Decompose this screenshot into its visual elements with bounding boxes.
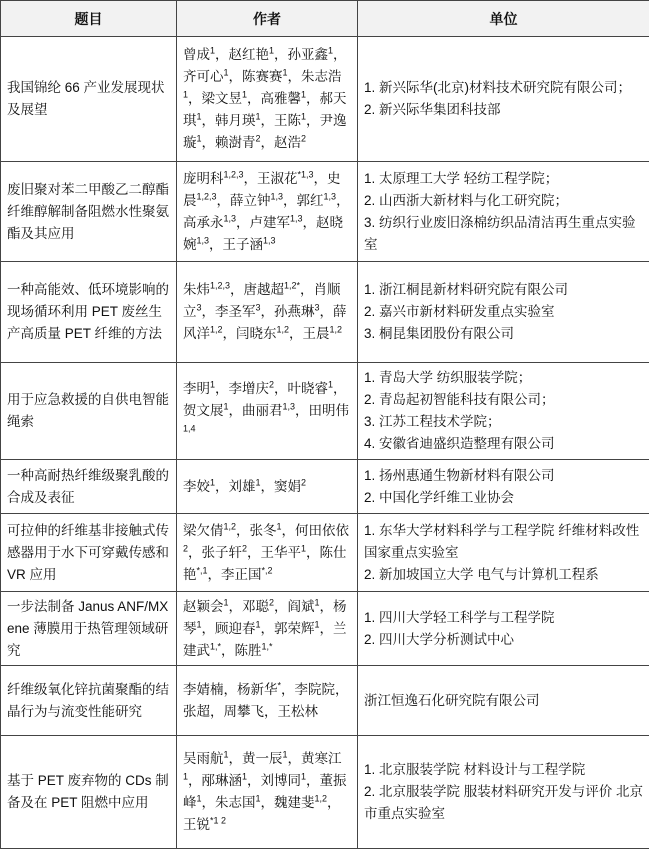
author-name — [183, 113, 347, 150]
author-name-text: 田明伟 — [308, 403, 350, 418]
author-name-text: 杨新华 — [237, 681, 278, 697]
author-name-text: 王陈 — [274, 113, 302, 128]
affiliation-line: 1. 浙江桐昆新材料研究院有限公司 — [364, 282, 569, 297]
author-name — [288, 381, 334, 396]
affiliation-marker: 1 — [210, 477, 216, 487]
author-name-text: 齐可心 — [183, 69, 224, 84]
affiliation-marker: 1 — [196, 133, 202, 144]
author-name — [237, 682, 281, 697]
affiliation-marker: 1,2 — [210, 324, 223, 335]
author-name — [236, 326, 289, 341]
author-name — [230, 193, 283, 208]
table-row — [1, 37, 649, 162]
author-name-text: 肖顺立 — [183, 282, 341, 319]
paper-title: 一种高能效、低环境影响的现场循环利用 PET 废丝生产高质量 PET 纤维的方法 — [1, 262, 177, 363]
author-name — [242, 599, 274, 614]
author-name — [183, 523, 236, 538]
author-name-text: 梁欠倩 — [183, 522, 224, 538]
affiliation-marker: *,2 — [261, 565, 273, 575]
affiliation-marker: 1,2,3 — [210, 280, 231, 291]
author-name-text: 高雅馨 — [260, 91, 302, 106]
affiliation-marker: 1 — [328, 379, 334, 390]
affiliation-line: 2. 山西浙大新材料与化工研究院； — [364, 192, 569, 208]
author-name — [183, 479, 215, 494]
affiliation-line: 1. 青岛大学 纺织服装学院； — [364, 370, 532, 385]
author-name-text: 周攀飞 — [223, 703, 264, 719]
table-row — [1, 736, 649, 849]
affiliation-line: 3. 江苏工程技术学院； — [364, 414, 501, 429]
author-name — [261, 773, 307, 788]
author-name — [183, 599, 229, 614]
author-name — [229, 47, 275, 62]
table-row — [1, 262, 649, 363]
author-name — [229, 479, 261, 494]
affiliation-marker: 1,2 — [276, 324, 290, 335]
affiliation-marker: 3 — [314, 302, 320, 313]
affiliation-list — [358, 592, 649, 666]
author-name-text: 陈赛赛 — [242, 69, 283, 84]
author-name-text: 王松林 — [277, 703, 318, 719]
paper-title: 一步法制备 Janus ANF/MXene 薄膜用于热管理领域研究 — [1, 592, 177, 666]
author-name — [242, 751, 288, 766]
affiliation-marker: 1 — [282, 749, 288, 760]
author-name — [297, 193, 337, 208]
affiliation-marker: 1 — [196, 793, 202, 804]
affiliation-marker: 2 — [269, 379, 275, 390]
table-row — [1, 592, 649, 666]
author-name-text: 杨琴 — [183, 598, 347, 636]
author-name-text: 郭红 — [296, 192, 324, 208]
author-name-text: 闫晓东 — [236, 326, 277, 341]
author-name-text: 李增庆 — [228, 381, 270, 396]
affiliation-marker: 1 — [242, 89, 248, 100]
author-name — [183, 403, 229, 418]
author-name-text: 李婧楠 — [183, 681, 224, 697]
author-name — [274, 113, 306, 128]
affiliation-line: 3. 桐昆集团股份有限公司 — [364, 326, 515, 341]
affiliation-marker: 1 — [276, 521, 282, 531]
affiliation-marker: 3 — [255, 302, 261, 313]
affiliation-line: 1. 北京服装学院 材料设计与工程学院 — [364, 762, 586, 777]
affiliation-marker: 1 — [255, 477, 261, 487]
author-name-text: 朱炜 — [183, 282, 210, 297]
affiliation-marker: 1 — [255, 619, 261, 629]
author-name-text: 李姣 — [183, 478, 210, 494]
author-name — [202, 545, 248, 560]
paper-title: 可拉伸的纤维基非接触式传感器用于水下可穿戴传感和 VR 应用 — [1, 514, 177, 592]
author-name-text: 赵晓婉 — [183, 214, 344, 252]
affiliation-line: 2. 四川大学分析测试中心 — [364, 631, 515, 647]
affiliation-marker: *1 2 — [210, 815, 227, 826]
paper-title: 基于 PET 废弃物的 CDs 制备及在 PET 阻燃中应用 — [1, 736, 177, 849]
author-name-text: 李明 — [183, 381, 210, 396]
author-name — [303, 326, 343, 341]
author-name-text: 曾成 — [183, 47, 210, 62]
affiliation-marker: *1,3 — [297, 169, 314, 179]
author-name-text: 何田依依 — [295, 522, 350, 538]
affiliation-marker: 1 — [223, 749, 229, 760]
author-name — [215, 304, 261, 319]
affiliation-line: 2. 新加坡国立大学 电气与计算机工程系 — [364, 566, 599, 582]
affiliation-line: 1. 东华大学材料科学与工程学院 纤维材料改性国家重点实验室 — [364, 522, 640, 560]
affiliation-marker: 1,3 — [270, 191, 284, 201]
affiliation-marker: 1 — [301, 89, 307, 100]
affiliation-line: 4. 安徽省迪盛织造整理有限公司 — [364, 436, 555, 451]
author-name — [215, 135, 261, 150]
affiliation-marker: 1 — [301, 111, 307, 122]
table-row — [1, 363, 649, 460]
affiliation-marker: 1,4 — [183, 423, 196, 434]
author-name — [274, 479, 306, 494]
author-name — [183, 47, 215, 62]
affiliation-marker: 1,3 — [196, 235, 210, 245]
author-name-text: 张冬 — [249, 522, 277, 538]
affiliation-marker: 1,* — [261, 641, 273, 651]
affiliation-marker: 2 — [301, 477, 307, 487]
author-name-text: 李正国 — [221, 566, 262, 582]
affiliation-list — [358, 262, 649, 363]
paper-title: 一种高耐热纤维级聚乳酸的合成及表征 — [1, 460, 177, 514]
author-name-text: 孙亚鑫 — [287, 47, 329, 62]
author-name-text: 王华平 — [260, 544, 302, 560]
affiliation-line: 1. 扬州惠通生物新材料有限公司 — [364, 467, 555, 483]
author-name-text: 王晨 — [302, 326, 330, 341]
affiliation-list — [358, 162, 649, 262]
affiliation-marker: 1 — [223, 597, 229, 607]
affiliation-marker: 1 — [223, 401, 229, 412]
author-name-text: 梁文昱 — [201, 91, 243, 106]
author-name-text: 邴琳涵 — [201, 773, 243, 788]
affiliation-marker: 1,2 — [223, 521, 237, 531]
author-name-text: 王锐 — [183, 817, 210, 832]
affiliation-marker: 1,3 — [323, 191, 337, 201]
author-name — [261, 545, 307, 560]
author-name-text: 黄一辰 — [242, 751, 283, 766]
author-name-text: 陈胜 — [234, 642, 262, 658]
author-list: 庞明科$^{1,2,3}$，王淑花$^{*1,3}$，史晨$^{1,2,3}$，薛立钟$^{1,3}$，郭红$^{1,3}$，高承永$^{1,3}$，卢建军$^{1,3}$，赵晓婉$^{1,3}$，王子涵$^{1,3}$ — [177, 162, 358, 262]
header-row — [1, 1, 649, 37]
author-name-text: 赵颖会 — [183, 598, 224, 614]
author-list: 朱炜$^{1,2,3}$，唐越超$^{1,2*}$，肖顺立$^3$，李圣军$^3$，孙燕琳$^3$，薛风洋$^{1,2}$，闫晓东$^{1,2}$，王晨$^{1,2}$ — [177, 262, 358, 363]
affiliation-marker: 3 — [196, 302, 202, 313]
author-name-text: 高承永 — [183, 214, 224, 230]
author-name-text: 王子涵 — [222, 236, 264, 252]
author-name-text: 刘博同 — [260, 773, 302, 788]
author-name-text: 李圣军 — [215, 304, 256, 319]
affiliation-marker: 2 — [301, 133, 307, 144]
author-name — [221, 567, 273, 582]
affiliation-marker: 1 — [314, 619, 320, 629]
affiliation-line: 2. 新兴际华集团科技部 — [364, 102, 501, 117]
affiliation-marker: 1 — [282, 67, 288, 78]
affiliation-list — [358, 363, 649, 460]
author-name-text: 贺文展 — [183, 403, 224, 418]
author-name — [250, 523, 282, 538]
affiliation-marker: 1,3 — [290, 213, 303, 223]
author-name — [183, 817, 226, 832]
affiliation-list — [358, 514, 649, 592]
author-name — [295, 682, 336, 697]
author-name-text: 庞明科 — [183, 170, 224, 186]
author-name — [274, 304, 320, 319]
author-name-text: 赖澍青 — [215, 135, 256, 150]
affiliation-marker: 1,3 — [263, 235, 276, 245]
author-name-text: 赵红艳 — [228, 47, 270, 62]
affiliation-marker: 1 — [301, 543, 307, 553]
affiliation-line: 2. 北京服装学院 服装材料研究开发与评价 北京市重点实验室 — [364, 784, 644, 821]
author-name — [183, 171, 244, 186]
affiliation-marker: 1 — [210, 379, 216, 390]
author-list: 赵颖会$^1$，邓聪$^2$，阎斌$^1$，杨琴$^1$，顾迎春$^1$，郭荣辉$^1$，兰建武$^{1,*}$，陈胜$^{1,*}$ — [177, 592, 358, 666]
affiliation-marker: 1 — [269, 45, 275, 56]
author-name-text: 顾迎春 — [215, 620, 256, 636]
author-name-text: 魏建斐 — [274, 795, 315, 810]
affiliation-marker: 1 — [210, 45, 216, 56]
affiliation-marker: 2 — [242, 543, 248, 553]
affiliation-line: 2. 中国化学纤维工业协会 — [364, 489, 515, 505]
affiliation-marker: 1 — [242, 771, 248, 782]
table-row — [1, 460, 649, 514]
affiliation-line: 2. 青岛起初智能科技有限公司； — [364, 392, 555, 407]
author-name-text: 尹逸璇 — [183, 113, 347, 150]
table-row — [1, 514, 649, 592]
table-body — [1, 37, 649, 849]
author-name-text: 王淑花 — [257, 170, 298, 186]
author-name-text: 李院院 — [294, 681, 336, 697]
author-name — [183, 282, 230, 297]
author-name — [244, 282, 301, 297]
affiliation-marker: 1,* — [210, 641, 222, 651]
author-name — [229, 381, 275, 396]
author-name-text: 朱志国 — [215, 795, 256, 810]
author-name-text: 卢建军 — [249, 214, 291, 230]
author-name — [278, 704, 319, 719]
table-row — [1, 162, 649, 262]
author-name — [183, 381, 215, 396]
author-name-text: 薛风洋 — [183, 304, 347, 341]
author-name-text: 郝天琪 — [183, 91, 347, 128]
author-name — [288, 599, 320, 614]
affiliation-marker: 1,2 — [314, 793, 328, 804]
paper-title: 废旧聚对苯二甲酸乙二醇酯纤维醇解制备阻燃水性聚氨酯及其应用 — [1, 162, 177, 262]
author-name — [215, 621, 261, 636]
author-list: 李姣$^1$，刘雄$^1$，窦娟$^2$ — [177, 460, 358, 514]
author-name — [223, 237, 276, 252]
affiliation-marker: 1 — [196, 619, 202, 629]
affiliation-line: 1. 新兴际华(北京)材料技术研究院有限公司； — [364, 80, 632, 95]
author-name — [215, 795, 261, 810]
author-name-text: 史晨 — [183, 170, 341, 208]
affiliation-marker: 1,2 — [329, 324, 343, 335]
paper-title: 纤维级氧化锌抗菌聚酯的结晶行为与流变性能研究 — [1, 666, 177, 736]
affiliation-marker: 1 — [183, 771, 189, 782]
affiliation-marker: 1 — [314, 597, 320, 607]
author-name-text: 赵浩 — [274, 135, 302, 150]
author-name-text: 黄寒江 — [301, 751, 342, 766]
author-name-text: 吴雨航 — [183, 751, 224, 766]
affiliation-line: 3. 纺织行业废旧涤棉纺织品清洁再生重点实验室 — [364, 214, 636, 252]
affiliation-line: 1. 太原理工大学 轻纺工程学院； — [364, 170, 559, 186]
author-list: 梁欠倩$^{1,2}$，张冬$^1$，何田依依$^2$，张子轩$^2$，王华平$^1$，陈仕艳$^{*,1}$，李正国$^{*,2}$ — [177, 514, 358, 592]
author-list: 吴雨航$^1$，黄一辰$^1$，黄寒江$^1$，邴琳涵$^1$，刘博同$^1$，董振峰$^1$，朱志国$^1$，魏建斐$^{1,2}$，王锐$^{*1 2}$ — [177, 736, 358, 849]
author-name — [261, 91, 307, 106]
header-affiliation: 单位 — [358, 1, 649, 37]
author-name — [202, 773, 248, 788]
author-name-text: 朱志浩 — [301, 69, 342, 84]
affiliation-marker: 1 — [196, 111, 202, 122]
author-name-text: 阎斌 — [287, 598, 315, 614]
paper-title: 用于应急救援的自供电智能绳索 — [1, 363, 177, 460]
author-name — [250, 215, 303, 230]
author-name — [235, 643, 273, 658]
affiliation-list — [358, 736, 649, 849]
affiliation-marker: 1,3 — [282, 401, 296, 412]
author-name-text: 唐越超 — [243, 282, 285, 297]
author-name — [183, 704, 210, 719]
author-name — [215, 113, 261, 128]
affiliation-list — [358, 460, 649, 514]
author-name-text: 叶晓睿 — [287, 381, 329, 396]
author-name — [288, 47, 334, 62]
author-list: 曾成$^1$，赵红艳$^1$，孙亚鑫$^1$，齐可心$^1$，陈赛赛$^1$，朱志浩$^1$，梁文昱$^1$，高雅馨$^1$，郝天琪$^1$，韩月瑛$^1$，王陈$^1$，尹逸璇$^1$，赖澍青$^2$，赵浩$^2$ — [177, 37, 358, 162]
affiliation-marker: 1 — [255, 793, 261, 804]
affiliation-marker: 1,2* — [284, 280, 301, 291]
author-name-text: 韩月瑛 — [215, 113, 256, 128]
affiliation-marker: 2 — [183, 543, 189, 553]
author-name-text: 孙燕琳 — [274, 304, 315, 319]
author-name-text: 兰建武 — [183, 620, 347, 658]
table-row — [1, 666, 649, 736]
author-name-text: 窦娟 — [274, 478, 302, 494]
header-authors: 作者 — [177, 1, 358, 37]
affiliation-marker: *,1 — [196, 565, 208, 575]
affiliation-marker: 1 — [183, 89, 189, 100]
author-name — [183, 751, 229, 766]
affiliation-marker: 1 — [223, 67, 229, 78]
author-name-text: 刘雄 — [228, 478, 256, 494]
author-name-text: 邓聪 — [242, 598, 270, 614]
header-title: 题目 — [1, 1, 177, 37]
author-name — [183, 69, 229, 84]
author-name-text: 陈仕艳 — [183, 544, 347, 582]
affiliation-marker: 1 — [255, 111, 261, 122]
author-name-text: 董振峰 — [183, 773, 347, 810]
affiliation-list — [358, 666, 649, 736]
affiliation-marker: 2 — [255, 133, 261, 144]
author-name-text: 郭荣辉 — [274, 620, 315, 636]
author-name — [224, 704, 265, 719]
author-name — [202, 91, 248, 106]
author-name-text: 张超 — [183, 703, 210, 719]
paper-title: 我国锦纶 66 产业发展现状及展望 — [1, 37, 177, 162]
affiliation-marker: 1,3 — [223, 213, 237, 223]
affiliation-line: 浙江恒逸石化研究院有限公司 — [364, 692, 540, 708]
affiliation-marker: 1 — [301, 771, 307, 782]
author-name — [274, 621, 320, 636]
author-name-text: 薛立钟 — [230, 192, 271, 208]
affiliation-list — [358, 37, 649, 162]
affiliation-marker: 2 — [269, 597, 275, 607]
author-name — [242, 403, 295, 418]
author-name — [257, 171, 314, 186]
affiliation-marker: 1 — [328, 45, 334, 56]
affiliation-marker: 1,2,3 — [196, 191, 217, 201]
affiliation-line: 1. 四川大学轻工科学与工程学院 — [364, 609, 555, 625]
author-name-text: 曲丽君 — [242, 403, 283, 418]
author-name — [242, 69, 288, 84]
author-name — [183, 215, 236, 230]
affiliation-marker: * — [277, 680, 282, 690]
author-list: 李婧楠，杨新华*，李院院，张超，周攀飞，王松林 — [177, 666, 358, 736]
affiliation-marker: 1,2,3 — [223, 169, 244, 179]
author-name-text: 张子轩 — [201, 544, 243, 560]
author-name — [183, 682, 224, 697]
affiliation-line: 2. 嘉兴市新材料研发重点实验室 — [364, 304, 555, 319]
author-name — [274, 135, 306, 150]
author-list: 李明$^1$，李增庆$^2$，叶晓睿$^1$，贺文展$^1$，曲丽君$^{1,3}$，田明伟$^{1,4}$ — [177, 363, 358, 460]
author-name — [274, 795, 327, 810]
